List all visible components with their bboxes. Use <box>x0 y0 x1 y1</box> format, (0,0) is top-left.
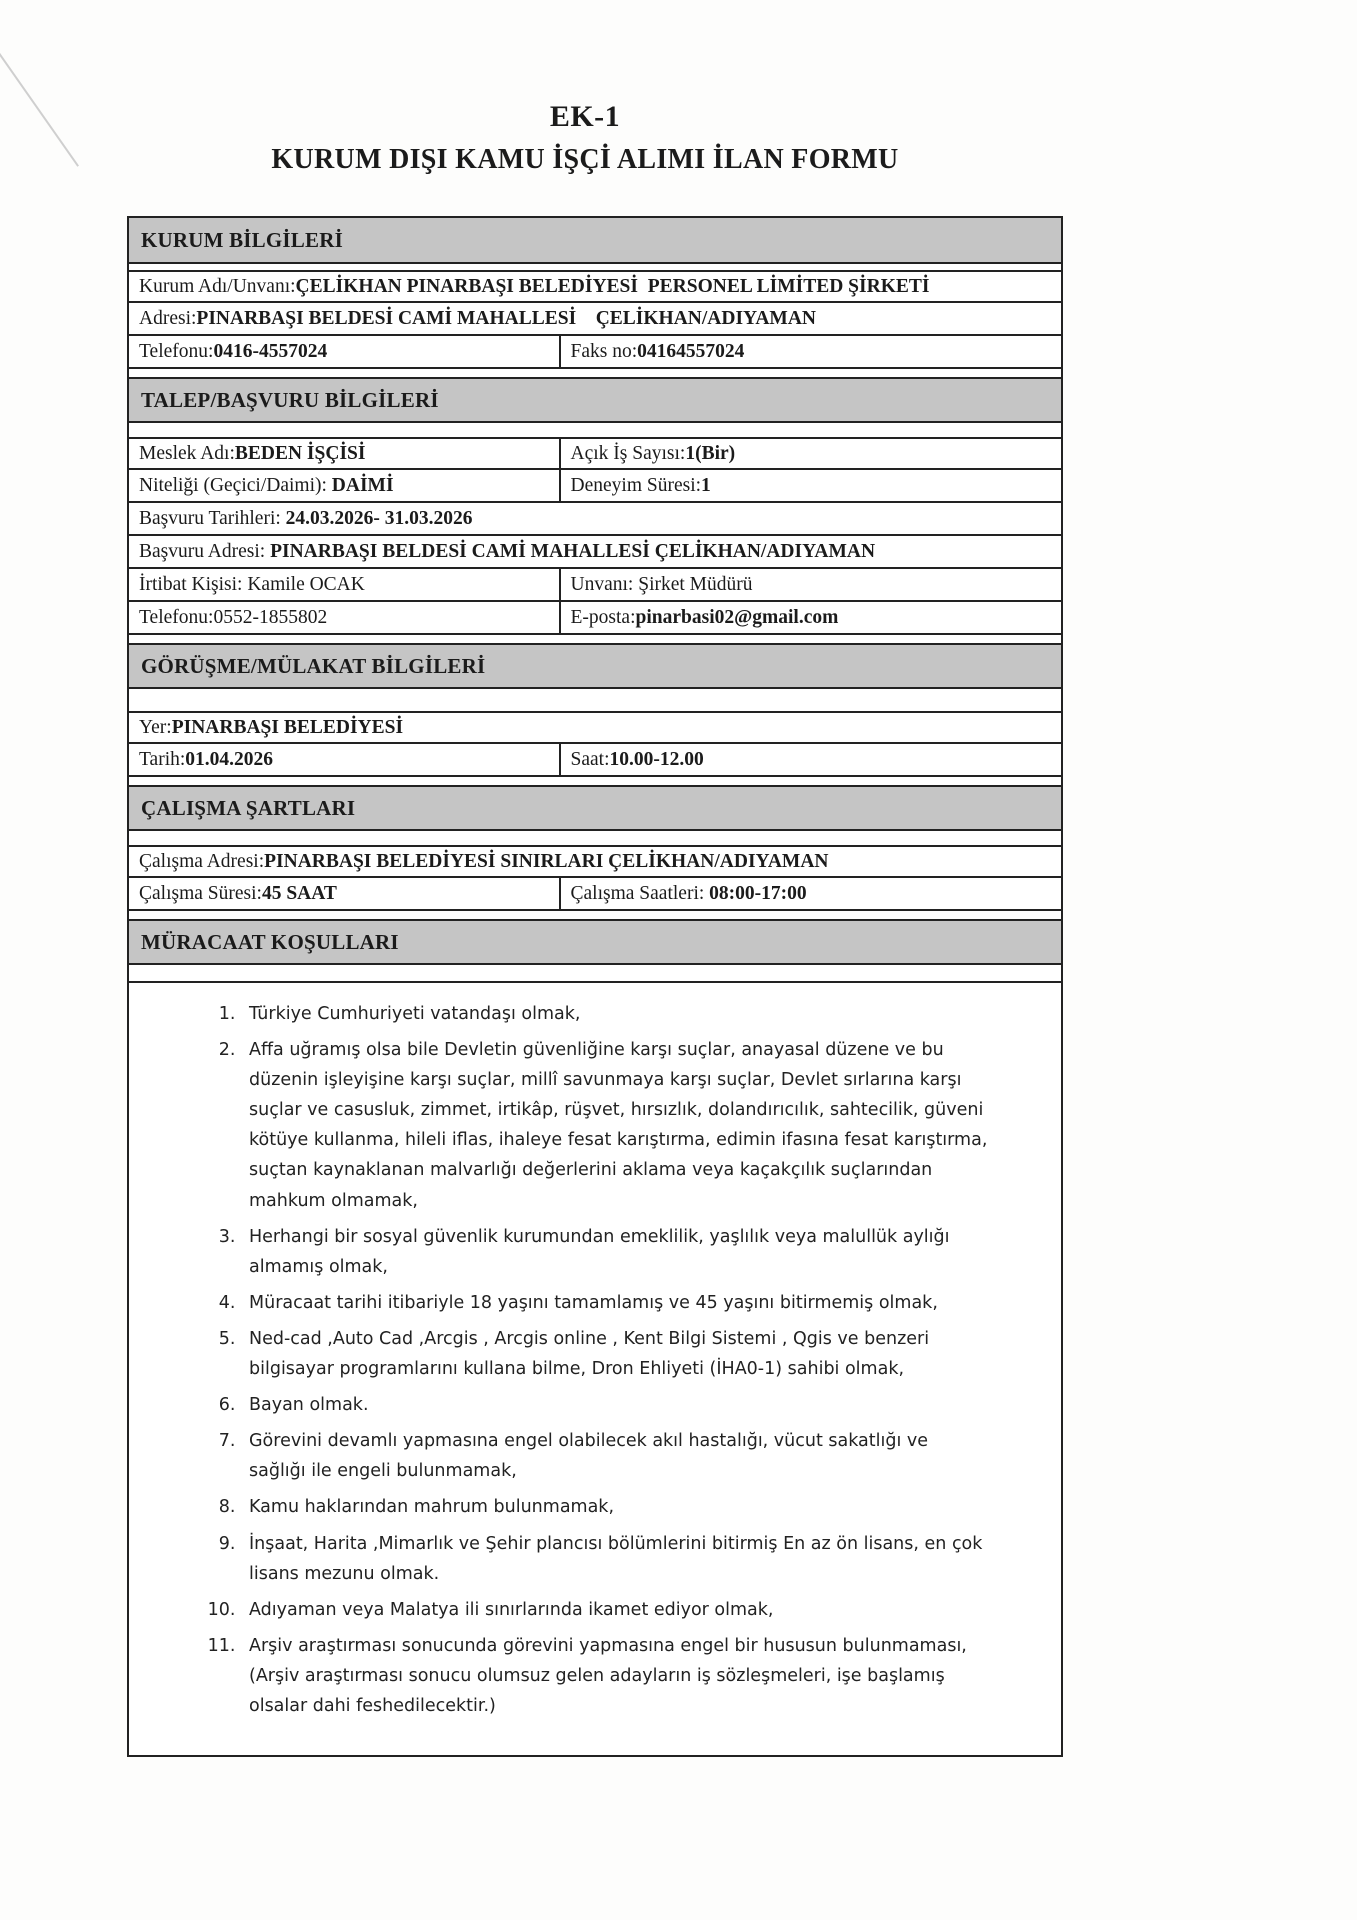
muracaat-kosullari-list <box>129 999 989 1721</box>
row-basvuru-adresi <box>129 536 1061 569</box>
section-heading-gorusme-mulakat: GÖRÜŞME/MÜLAKAT BİLGİLERİ <box>129 643 1061 689</box>
spacer <box>129 777 1061 785</box>
spacer <box>129 635 1061 643</box>
row-calisma-suresi-saatleri <box>129 878 1061 911</box>
acik-is-value: 1(Bir) <box>685 442 736 464</box>
row-basvuru-tarihleri <box>129 503 1061 536</box>
list-item: 1. Türkiye Cumhuriyeti vatandaşı olmak, <box>241 999 989 1029</box>
calisma-adresi-label: Çalışma Adresi: <box>139 850 265 872</box>
saat-label: Saat: <box>570 748 610 770</box>
row-tarih-saat <box>129 744 1061 777</box>
saat-value: 10.00-12.00 <box>609 748 704 770</box>
adres-label: Adresi: <box>139 307 197 329</box>
spacer <box>129 689 1061 711</box>
list-item: 10. Adıyaman veya Malatya ili sınırlarında ikamet ediyor olmak, <box>241 1595 989 1625</box>
row-irtibat-unvan <box>129 569 1061 602</box>
section-heading-muracaat-kosullari: MÜRACAAT KOŞULLARI <box>129 919 1061 965</box>
faks-value: 04164557024 <box>637 340 745 362</box>
section-heading-kurum-bilgileri: KURUM BİLGİLERİ <box>129 218 1061 264</box>
cell-meslek <box>129 439 561 468</box>
doc-code: EK-1 <box>549 100 621 133</box>
kurum-adi-label: Kurum Adı/Unvanı: <box>139 275 296 297</box>
cell-unvan <box>561 569 1061 600</box>
spacer <box>129 911 1061 919</box>
basvuru-adresi-value: PINARBAŞI BELDESİ CAMİ MAHALLESİ ÇELİKHAN/ADIYAMAN <box>270 540 876 562</box>
muracaat-kosullari-list-box <box>129 981 1061 1755</box>
calisma-suresi-label: Çalışma Süresi: <box>139 882 262 904</box>
yer-value: PINARBAŞI BELEDİYESİ <box>171 716 404 738</box>
cell-telefon <box>129 336 561 367</box>
tarih-value: 01.04.2026 <box>185 748 274 770</box>
cell-faks <box>561 336 1061 367</box>
row-calisma-adresi <box>129 845 1061 878</box>
eposta-label: E-posta: <box>570 606 636 628</box>
list-item: 2. Affa uğramış olsa bile Devletin güvenliğine karşı suçlar, anayasal düzene ve bu düzenin işleyişine karşı suçlar, millî savunmaya karşı suçlar, Devlet sırlarına karşı suçlar ve casusluk, zimmet, irtikâp, rüşvet, hırsızlık, dolandırıcılık, sahtecilik, güveni kötüye kullanma, hileli iflas, ihaleye fesat karıştırma, edimin ifasına fesat karıştırma, suçtan kaynaklanan malvarlığı değerlerini aklama veya kaçakçılık suçlarından mahkum olmamak, <box>241 1035 989 1216</box>
calisma-adresi-value: PINARBAŞI BELEDİYESİ SINIRLARI ÇELİKHAN/ADIYAMAN <box>264 850 829 872</box>
cell-eposta <box>561 602 1061 633</box>
cell-tarih <box>129 744 561 775</box>
section-heading-talep-basvuru: TALEP/BAŞVURU BİLGİLERİ <box>129 377 1061 423</box>
calisma-suresi-value: 45 SAAT <box>261 882 337 904</box>
section-heading-calisma-sartlari: ÇALIŞMA ŞARTLARI <box>129 785 1061 831</box>
basvuru-tarihleri-value: 24.03.2026- 31.03.2026 <box>285 507 473 529</box>
row-kurum-adi <box>129 270 1061 303</box>
cell-nitelik <box>129 470 561 501</box>
list-item: 9. İnşaat, Harita ,Mimarlık ve Şehir plancısı bölümlerini bitirmiş En az ön lisans, en çok lisans mezunu olmak. <box>241 1529 989 1589</box>
cell-telefon2 <box>129 602 561 633</box>
document-header <box>117 0 1053 176</box>
list-item: 4. Müracaat tarihi itibariyle 18 yaşını tamamlamış ve 45 yaşını bitirmemiş olmak, <box>241 1288 989 1318</box>
list-item: 7. Görevini devamlı yapmasına engel olabilecek akıl hastalığı, vücut sakatlığı ve sağlığı ile engeli bulunmamak, <box>241 1426 989 1486</box>
row-meslek-acikis <box>129 437 1061 470</box>
unvan-value: Şirket Müdürü <box>638 573 753 595</box>
telefon2-value: 0552-1855802 <box>213 606 328 628</box>
list-item: 6. Bayan olmak. <box>241 1390 989 1420</box>
row-telefon2-eposta <box>129 602 1061 635</box>
faks-label: Faks no: <box>570 340 638 362</box>
doc-title: KURUM DIŞI KAMU İŞÇİ ALIMI İLAN FORMU <box>271 144 899 175</box>
irtibat-value: Kamile OCAK <box>247 573 365 595</box>
row-telefon-faks <box>129 336 1061 369</box>
basvuru-adresi-label: Başvuru Adresi: <box>139 540 271 562</box>
deneyim-value: 1 <box>701 474 711 496</box>
cell-deneyim <box>561 470 1061 501</box>
cell-calisma-saatleri <box>561 878 1061 909</box>
list-item: 5. Ned-cad ,Auto Cad ,Arcgis , Arcgis online , Kent Bilgi Sistemi , Qgis ve benzeri bilgisayar programlarını kullana bilme, Dron Ehliyeti (İHA0-1) sahibi olmak, <box>241 1324 989 1384</box>
adres-value: PINARBAŞI BELDESİ CAMİ MAHALLESİ ÇELİKHAN/ADIYAMAN <box>196 307 816 329</box>
cell-acik-is <box>561 439 1061 468</box>
spacer <box>129 369 1061 377</box>
spacer <box>129 831 1061 845</box>
row-nitelik-deneyim <box>129 470 1061 503</box>
spacer <box>129 423 1061 437</box>
cell-irtibat <box>129 569 561 600</box>
meslek-value: BEDEN İŞÇİSİ <box>234 442 366 464</box>
tarih-label: Tarih: <box>139 748 186 770</box>
kurum-adi-value: ÇELİKHAN PINARBAŞI BELEDİYESİ PERSONEL LİMİTED ŞİRKETİ <box>295 275 930 297</box>
nitelik-label: Niteliği (Geçici/Daimi): <box>139 474 332 496</box>
spacer <box>129 965 1061 981</box>
telefon2-label: Telefonu: <box>139 606 214 628</box>
deneyim-label: Deneyim Süresi: <box>570 474 702 496</box>
basvuru-tarihleri-label: Başvuru Tarihleri: <box>139 507 286 529</box>
list-item: 3. Herhangi bir sosyal güvenlik kurumundan emeklilik, yaşlılık veya malullük aylığı almamış olmak, <box>241 1222 989 1282</box>
scan-crease-artifact <box>0 10 79 167</box>
list-item: 11. Arşiv araştırması sonucunda görevini yapmasına engel bir hususun bulunmaması, (Arşiv araştırması sonucu olumsuz gelen adayların iş sözleşmeleri, işe başlamış olsalar dahi feshedilecektir.) <box>241 1631 989 1721</box>
cell-calisma-suresi <box>129 878 561 909</box>
calisma-saatleri-value: 08:00-17:00 <box>709 882 807 904</box>
nitelik-value: DAİMİ <box>331 474 394 496</box>
meslek-label: Meslek Adı: <box>139 442 235 464</box>
row-adres <box>129 303 1061 336</box>
row-yer <box>129 711 1061 744</box>
form-table <box>127 216 1063 1757</box>
telefon-value: 0416-4557024 <box>213 340 328 362</box>
eposta-value: pinarbasi02@gmail.com <box>635 606 839 628</box>
irtibat-label: İrtibat Kişisi: <box>139 573 248 595</box>
cell-saat <box>561 744 1061 775</box>
yer-label: Yer: <box>139 716 172 738</box>
calisma-saatleri-label: Çalışma Saatleri: <box>570 882 710 904</box>
acik-is-label: Açık İş Sayısı: <box>570 442 686 464</box>
list-item: 8. Kamu haklarından mahrum bulunmamak, <box>241 1492 989 1522</box>
unvan-label: Unvanı: <box>570 573 639 595</box>
telefon-label: Telefonu: <box>139 340 214 362</box>
